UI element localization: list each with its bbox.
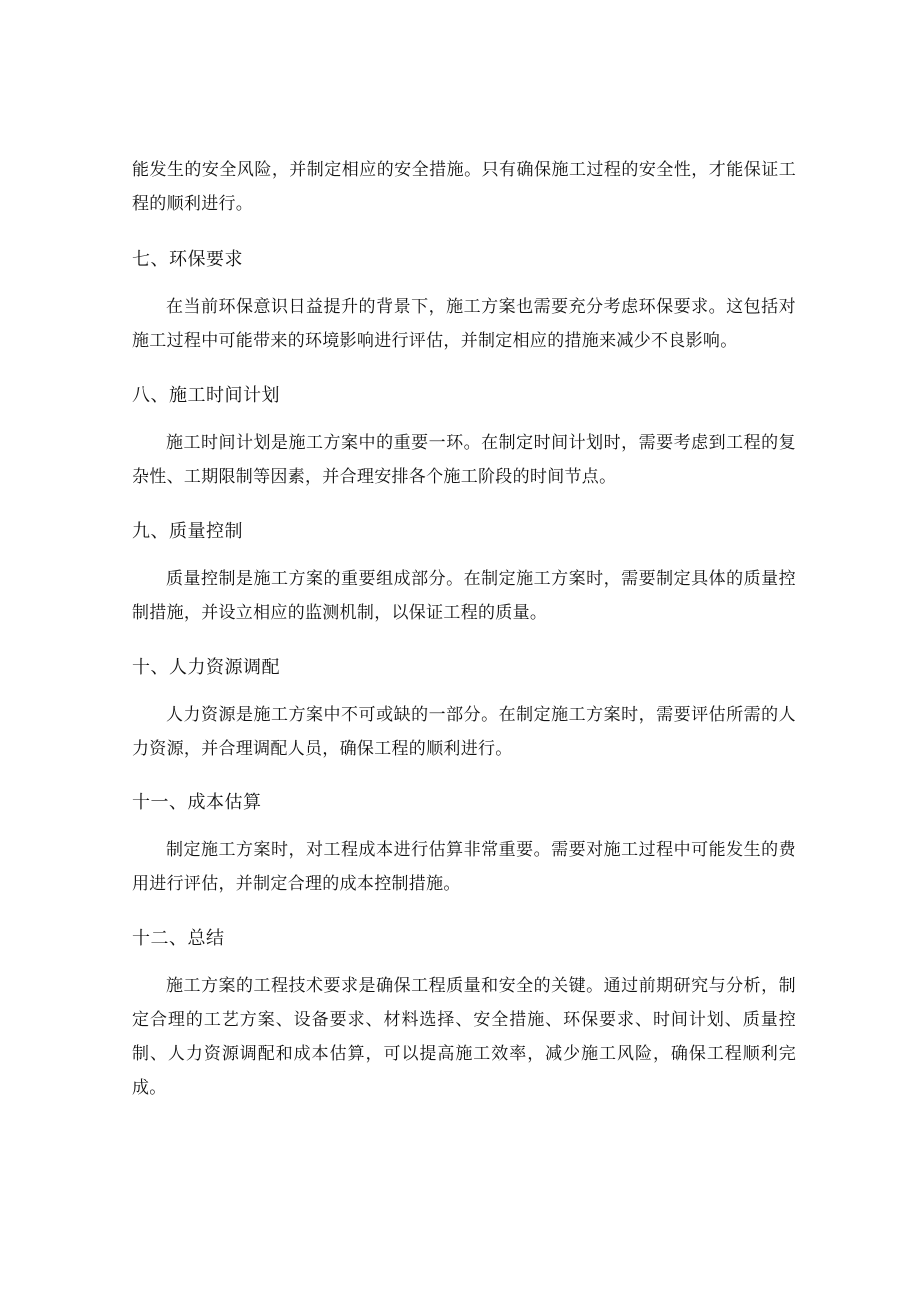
section-heading-schedule: 八、施工时间计划 (132, 385, 280, 406)
section-body-environment: 在当前环保意识日益提升的背景下，施工方案也需要充分考虑环保要求。这包括对施工过程中可能带来的环境影响进行评估，并制定相应的措施来减少不良影响。 (132, 297, 796, 351)
section-heading-environment: 七、环保要求 (132, 249, 243, 270)
section-heading-summary: 十二、总结 (132, 928, 225, 949)
section-heading-hr: 十、人力资源调配 (132, 657, 280, 678)
intro-paragraph: 能发生的安全风险，并制定相应的安全措施。只有确保施工过程的安全性，才能保证工程的顺利进行。 (132, 160, 796, 214)
section-body-cost: 制定施工方案时，对工程成本进行估算非常重要。需要对施工过程中可能发生的费用进行评估，并制定合理的成本控制措施。 (132, 840, 796, 894)
section-body-quality: 质量控制是施工方案的重要组成部分。在制定施工方案时，需要制定具体的质量控制措施，并设立相应的监测机制，以保证工程的质量。 (132, 569, 796, 623)
section-heading-quality: 九、质量控制 (132, 521, 243, 542)
section-body-summary: 施工方案的工程技术要求是确保工程质量和安全的关键。通过前期研究与分析，制定合理的工艺方案、设备要求、材料选择、安全措施、环保要求、时间计划、质量控制、人力资源调配和成本估算，可以提高施工效率，减少施工风险，确保工程顺利完成。 (132, 976, 796, 1098)
section-heading-cost: 十一、成本估算 (132, 792, 262, 813)
section-body-schedule: 施工时间计划是施工方案中的重要一环。在制定时间计划时，需要考虑到工程的复杂性、工期限制等因素，并合理安排各个施工阶段的时间节点。 (132, 433, 796, 487)
section-body-hr: 人力资源是施工方案中不可或缺的一部分。在制定施工方案时，需要评估所需的人力资源，并合理调配人员，确保工程的顺利进行。 (132, 705, 796, 759)
